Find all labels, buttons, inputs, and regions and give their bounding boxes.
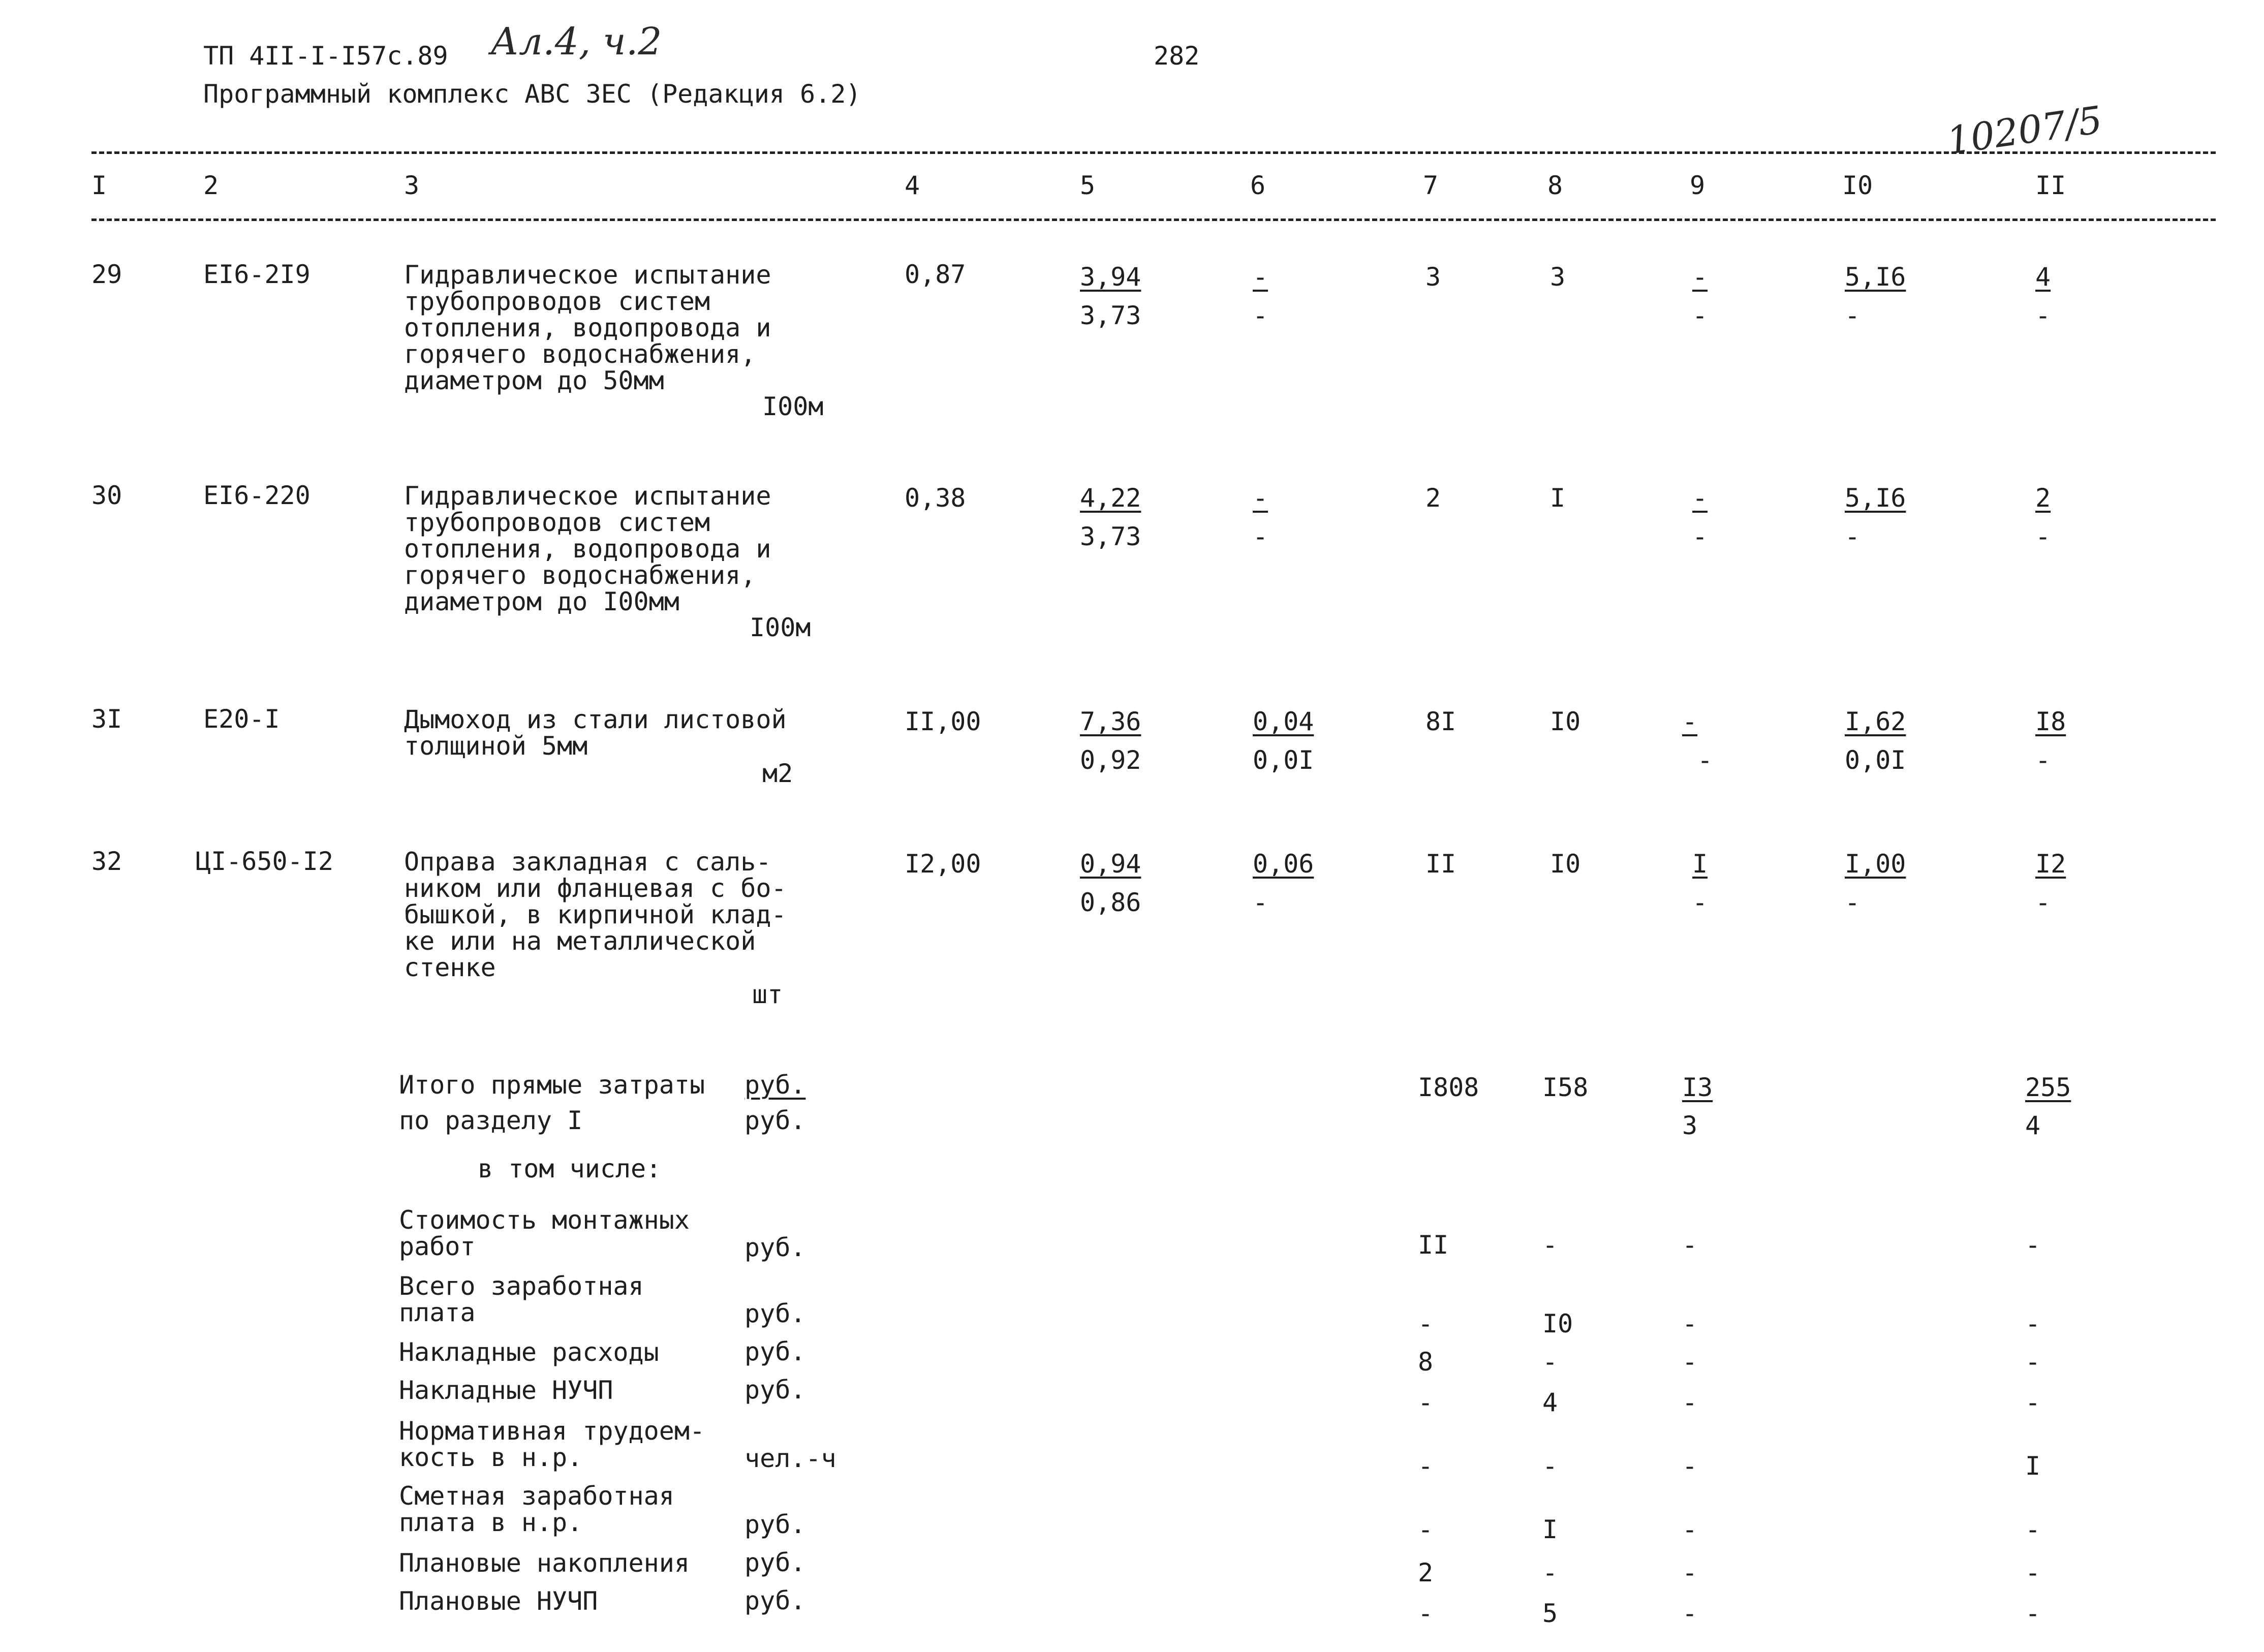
row-unit: м2 [762, 759, 793, 788]
row-col9-bottom: - [1697, 745, 1713, 775]
breakdown-col7: - [1418, 1309, 1434, 1338]
breakdown-unit: руб. [745, 1586, 806, 1615]
breakdown-col8: - [1542, 1451, 1558, 1481]
totals-col8: I58 [1542, 1073, 1589, 1102]
col-header-9: 9 [1690, 171, 1705, 200]
row-quantity: I2,00 [905, 849, 981, 879]
breakdown-col8: - [1542, 1347, 1558, 1377]
breakdown-col8: - [1542, 1230, 1558, 1260]
totals-col9-top: I3 [1682, 1073, 1713, 1102]
row-description: Гидравлическое испытание трубопроводов систем отопления, водопровода и горячего водоснабжения, диаметром до I00мм [404, 481, 771, 616]
col-header-11: II [2035, 171, 2066, 200]
breakdown-label: Плановые накопления [399, 1548, 690, 1578]
including-label: в том числе: [478, 1154, 662, 1183]
doc-code: ТП 4II-I-I57с.89 [203, 41, 448, 71]
breakdown-col7: - [1418, 1388, 1434, 1417]
row-col7: 2 [1425, 483, 1441, 513]
breakdown-col9: - [1682, 1558, 1698, 1587]
row-col10-bottom: 0,0I [1845, 745, 1906, 775]
breakdown-col11: I [2025, 1451, 2041, 1481]
breakdown-unit: руб. [745, 1510, 806, 1539]
breakdown-unit: руб. [745, 1233, 806, 1262]
breakdown-col9: - [1682, 1451, 1698, 1481]
row-col10-top: I,00 [1845, 849, 1906, 879]
row-col11-bottom: - [2035, 301, 2051, 330]
row-col9-top: - [1682, 707, 1698, 736]
row-unit: I00м [762, 392, 824, 421]
row-col9-top: - [1692, 262, 1708, 292]
totals-col9-bottom: 3 [1682, 1111, 1698, 1140]
breakdown-col9: - [1682, 1515, 1698, 1544]
breakdown-label: Накладные расходы [399, 1337, 659, 1367]
breakdown-label: Сметная заработная плата в н.р. [399, 1481, 674, 1537]
row-code: ЕI6-2I9 [203, 260, 311, 289]
row-col11-top: I8 [2035, 707, 2066, 736]
breakdown-col7: - [1418, 1515, 1434, 1544]
col-header-3: 3 [404, 171, 420, 200]
row-col9-bottom: - [1692, 301, 1708, 330]
row-col6-top: 0,04 [1253, 707, 1314, 736]
row-col9-bottom: - [1692, 888, 1708, 917]
row-col7: 3 [1425, 262, 1441, 292]
breakdown-col9: - [1682, 1230, 1698, 1260]
breakdown-col11: - [2025, 1388, 2041, 1417]
handwritten-stamp: 10207/5 [1944, 98, 2105, 163]
breakdown-col7: II [1418, 1230, 1449, 1260]
row-col11-bottom: - [2035, 888, 2051, 917]
row-col8: I [1550, 483, 1566, 513]
row-col6-bottom: 0,0I [1253, 745, 1314, 775]
breakdown-col9: - [1682, 1599, 1698, 1628]
row-col8: I0 [1550, 707, 1581, 736]
row-description: Оправа закладная с саль- ником или фланцевая с бо- бышкой, в кирпичной клад- ке или на металлической стенке [404, 847, 787, 982]
totals-col11-top: 255 [2025, 1073, 2071, 1102]
row-col10-top: 5,I6 [1845, 483, 1906, 513]
col-header-6: 6 [1250, 171, 1266, 200]
row-unit: I00м [750, 613, 811, 642]
row-col5-top: 0,94 [1080, 849, 1141, 879]
row-description: Гидравлическое испытание трубопроводов систем отопления, водопровода и горячего водоснабжения, диаметром до 50мм [404, 260, 771, 395]
row-number: 32 [91, 847, 122, 876]
row-number: 30 [91, 481, 122, 510]
row-col6-top: 0,06 [1253, 849, 1314, 879]
col-header-2: 2 [203, 171, 219, 200]
col-header-4: 4 [905, 171, 920, 200]
row-col6-bottom: - [1253, 888, 1268, 917]
row-quantity: 0,87 [905, 260, 966, 289]
row-col10-bottom: - [1845, 888, 1860, 917]
row-code: Е20-I [203, 704, 280, 734]
breakdown-col8: 4 [1542, 1388, 1558, 1417]
row-col5-bottom: 3,73 [1080, 301, 1141, 330]
col-header-7: 7 [1423, 171, 1439, 200]
row-col8: 3 [1550, 262, 1566, 292]
row-code: ЦI-650-I2 [196, 847, 333, 876]
row-col11-bottom: - [2035, 745, 2051, 775]
col-header-10: I0 [1842, 171, 1873, 200]
row-col11-top: 2 [2035, 483, 2051, 513]
row-col8: I0 [1550, 849, 1581, 879]
breakdown-unit: руб. [745, 1299, 806, 1328]
totals-unit-top: руб. [745, 1070, 806, 1100]
row-col5-top: 7,36 [1080, 707, 1141, 736]
breakdown-label: Стоимость монтажных работ [399, 1205, 690, 1261]
row-col6-top: - [1253, 262, 1268, 292]
header-rule-top [91, 151, 2216, 154]
breakdown-label: Плановые НУЧП [399, 1586, 598, 1616]
row-col5-top: 4,22 [1080, 483, 1141, 513]
breakdown-col7: 8 [1418, 1347, 1434, 1377]
row-code: ЕI6-220 [203, 481, 311, 510]
handwritten-reference: Ал.4, ч.2 [490, 20, 662, 64]
totals-col7: I808 [1418, 1073, 1479, 1102]
breakdown-col7: - [1418, 1599, 1434, 1628]
col-header-8: 8 [1547, 171, 1563, 200]
breakdown-col11: - [2025, 1515, 2041, 1544]
breakdown-col7: 2 [1418, 1558, 1434, 1587]
row-col10-bottom: - [1845, 522, 1860, 551]
breakdown-col9: - [1682, 1388, 1698, 1417]
row-col6-top: - [1253, 483, 1268, 513]
breakdown-unit: чел.-ч [745, 1444, 836, 1473]
breakdown-col11: - [2025, 1347, 2041, 1377]
row-quantity: II,00 [905, 707, 981, 736]
breakdown-label: Накладные НУЧП [399, 1376, 613, 1405]
row-quantity: 0,38 [905, 483, 966, 513]
row-col10-bottom: - [1845, 301, 1860, 330]
row-col11-top: I2 [2035, 849, 2066, 879]
row-col10-top: 5,I6 [1845, 262, 1906, 292]
col-header-5: 5 [1080, 171, 1096, 200]
breakdown-label: Всего заработная плата [399, 1271, 644, 1327]
row-col7: 8I [1425, 707, 1456, 736]
row-col7: II [1425, 849, 1456, 879]
breakdown-col11: - [2025, 1558, 2041, 1587]
row-col5-bottom: 3,73 [1080, 522, 1141, 551]
breakdown-unit: руб. [745, 1375, 806, 1405]
row-unit: шт [752, 980, 783, 1009]
breakdown-col8: 5 [1542, 1599, 1558, 1628]
breakdown-unit: руб. [745, 1337, 806, 1366]
breakdown-col7: - [1418, 1451, 1434, 1481]
row-col9-top: - [1692, 483, 1708, 513]
row-col5-bottom: 0,86 [1080, 888, 1141, 917]
breakdown-label: Нормативная трудоем- кость в н.р. [399, 1416, 705, 1472]
breakdown-unit: руб. [745, 1548, 806, 1577]
totals-unit-bottom: руб. [745, 1106, 806, 1135]
breakdown-col11: - [2025, 1230, 2041, 1260]
breakdown-col11: - [2025, 1599, 2041, 1628]
breakdown-col8: I [1542, 1515, 1558, 1544]
breakdown-col9: - [1682, 1347, 1698, 1377]
breakdown-col8: - [1542, 1558, 1558, 1587]
col-header-1: I [91, 171, 107, 200]
row-number: 29 [91, 260, 122, 289]
row-description: Дымоход из стали листовой толщиной 5мм [404, 705, 787, 761]
row-col6-bottom: - [1253, 522, 1268, 551]
row-col9-top: I [1692, 849, 1708, 879]
breakdown-col9: - [1682, 1309, 1698, 1338]
program-title: Программный комплекс АВС 3ЕС (Редакция 6.2) [203, 79, 861, 109]
row-col10-top: I,62 [1845, 707, 1906, 736]
row-col5-bottom: 0,92 [1080, 745, 1141, 775]
breakdown-col8: I0 [1542, 1309, 1573, 1338]
row-number: 3I [91, 704, 122, 734]
totals-col11-bottom: 4 [2025, 1111, 2041, 1140]
row-col11-bottom: - [2035, 522, 2051, 551]
header-rule-bottom [91, 219, 2216, 221]
page-number: 282 [1154, 41, 1200, 71]
row-col11-top: 4 [2035, 262, 2051, 292]
totals-label-line2: по разделу I [399, 1106, 583, 1135]
breakdown-col11: - [2025, 1309, 2041, 1338]
row-col6-bottom: - [1253, 301, 1268, 330]
row-col9-bottom: - [1692, 522, 1708, 551]
row-col5-top: 3,94 [1080, 262, 1141, 292]
totals-label-line1: Итого прямые затраты [399, 1070, 705, 1100]
